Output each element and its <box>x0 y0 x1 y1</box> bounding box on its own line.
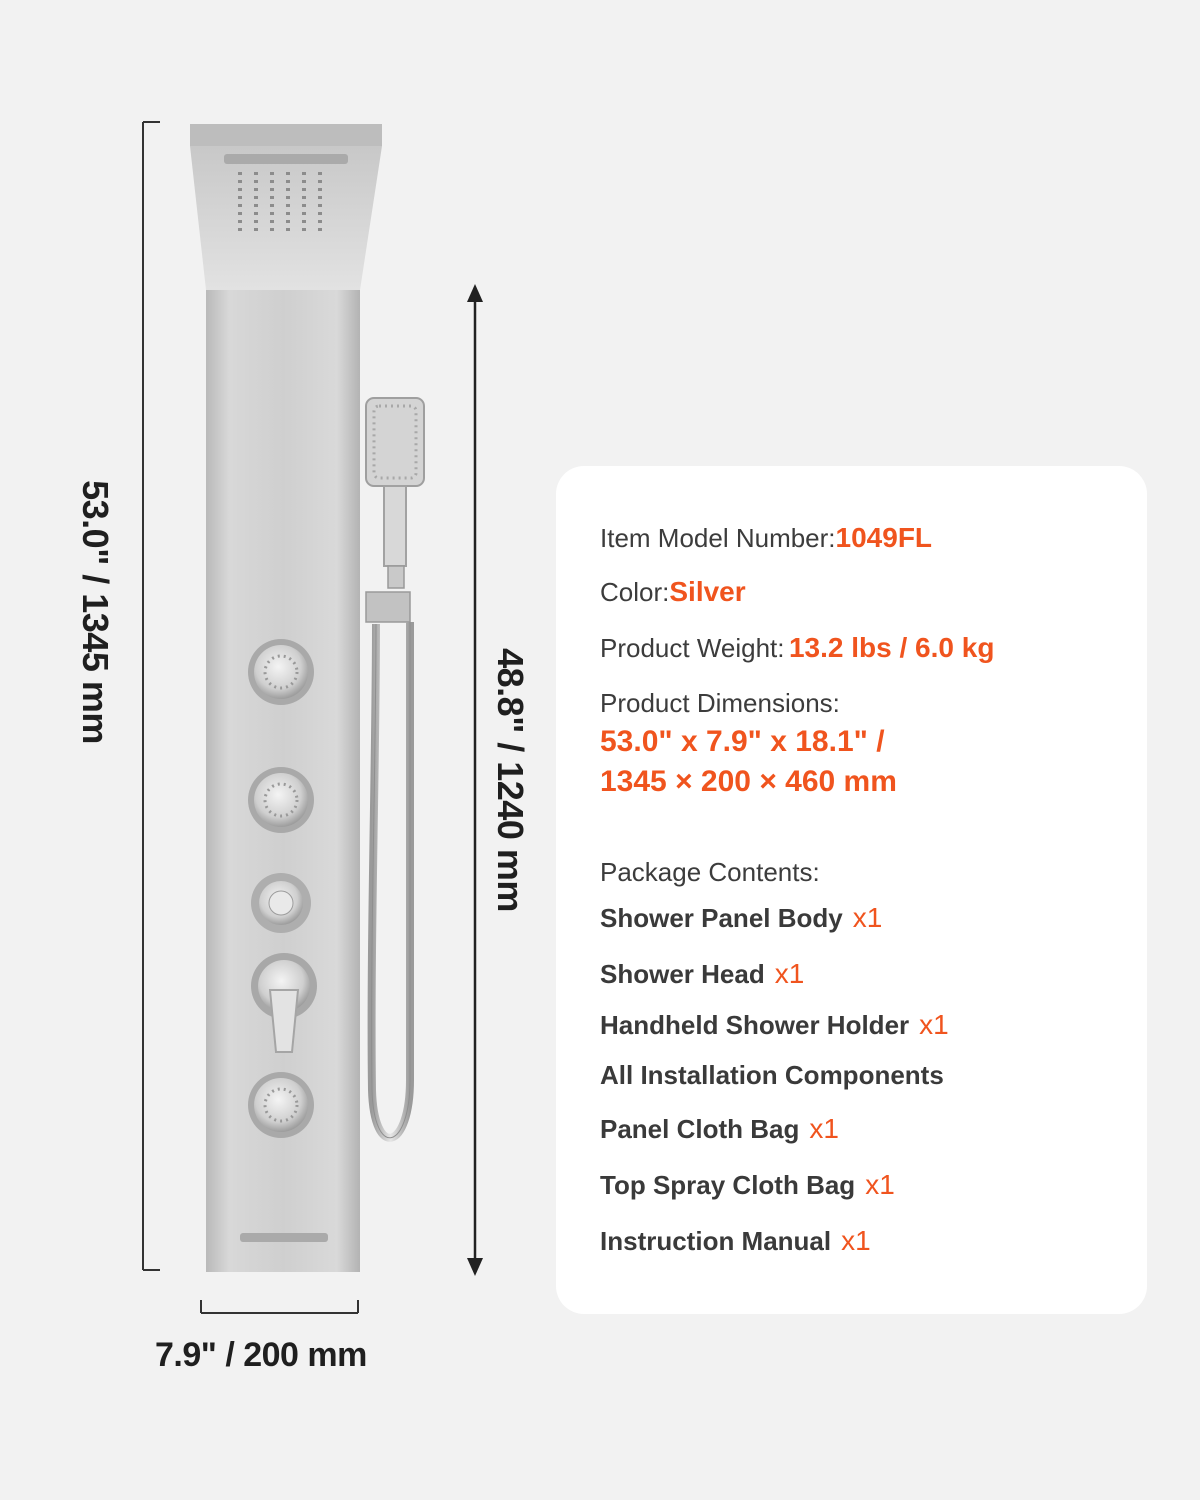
package-item-qty: x1 <box>841 1225 871 1256</box>
package-item-name: All Installation Components <box>600 1060 944 1090</box>
weight-label: Product Weight: <box>600 633 785 663</box>
width-label: 7.9" / 200 mm <box>155 1336 367 1374</box>
width-bracket <box>201 1300 358 1313</box>
color-row <box>600 576 746 608</box>
package-item-name: Shower Head <box>600 959 765 989</box>
package-item <box>600 1009 949 1041</box>
model-value: 1049FL <box>835 522 933 553</box>
package-item <box>600 1225 871 1257</box>
package-item-name: Shower Panel Body <box>600 903 843 933</box>
package-item <box>600 958 804 990</box>
package-item <box>600 1060 944 1091</box>
rain-shower-head <box>190 124 382 290</box>
package-item-qty: x1 <box>865 1169 895 1200</box>
package-item-name: Instruction Manual <box>600 1226 832 1256</box>
package-contents-label <box>600 857 820 888</box>
color-value: Silver <box>669 576 746 607</box>
package-item-name: Top Spray Cloth Bag <box>600 1170 856 1200</box>
package-label-text: Package Contents: <box>600 857 820 887</box>
dimensions-label <box>600 688 840 719</box>
body-jet-bottom <box>248 1072 314 1138</box>
package-item-name: Panel Cloth Bag <box>600 1114 800 1144</box>
model-row <box>600 522 932 554</box>
dimensions-line-1: 53.0" x 7.9" x 18.1" / <box>600 725 885 758</box>
total-height-label: 53.0" / 1345 mm <box>75 480 116 744</box>
package-item <box>600 902 882 934</box>
package-item-qty: x1 <box>852 902 883 933</box>
package-item-qty: x1 <box>919 1009 949 1040</box>
package-item <box>600 1169 895 1201</box>
package-item-qty: x1 <box>809 1113 839 1144</box>
package-item-qty: x1 <box>774 958 805 989</box>
weight-row <box>600 632 994 664</box>
color-label: Color: <box>600 577 670 607</box>
dimensions-label-text: Product Dimensions: <box>600 688 840 718</box>
body-jet-middle <box>248 767 314 833</box>
model-label: Item Model Number: <box>600 523 836 553</box>
dimensions-line-2: 1345 × 200 × 460 mm <box>600 765 897 798</box>
total-height-bracket <box>143 122 160 1270</box>
package-item-name: Handheld Shower Holder <box>600 1010 910 1040</box>
package-item <box>600 1113 839 1145</box>
weight-value: 13.2 lbs / 6.0 kg <box>788 632 995 663</box>
panel-height-arrow <box>467 284 483 1276</box>
panel-height-label: 48.8" / 1240 mm <box>490 648 531 912</box>
body-jet-top <box>248 639 314 705</box>
handheld-shower <box>366 398 424 1138</box>
spec-card <box>556 466 1147 1314</box>
diverter-knob <box>251 873 311 933</box>
